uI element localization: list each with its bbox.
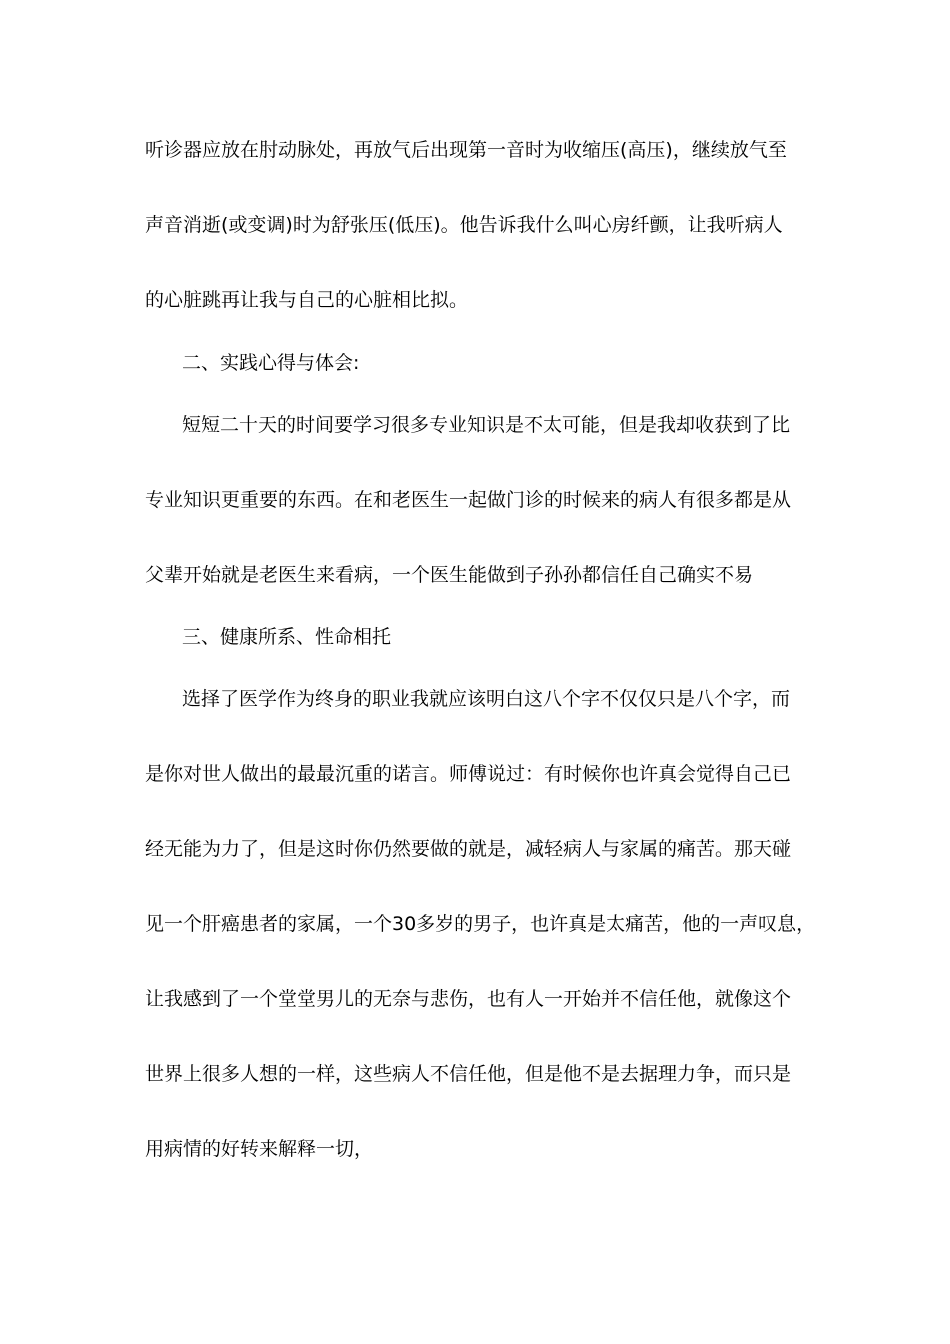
section-heading-practice: 二、实践心得与体会: bbox=[182, 352, 360, 374]
text-line-15: 用病情的好转来解释一切， bbox=[145, 1138, 374, 1160]
text-line-13: 让我感到了一个堂堂男儿的无奈与悲伤，也有人一开始并不信任他，就像这个 bbox=[145, 988, 792, 1010]
text-line-1: 听诊器应放在肘动脉处，再放气后出现第一音时为收缩压(高压)，继续放气至 bbox=[145, 139, 787, 161]
section-heading-health: 三、健康所系、性命相托 bbox=[182, 626, 392, 648]
text-line-2: 声音消逝(或变调)时为舒张压(低压)。他告诉我什么叫心房纤颤，让我听病人 bbox=[145, 214, 783, 236]
text-line-5: 短短二十天的时间要学习很多专业知识是不太可能，但是我却收获到了比 bbox=[182, 414, 791, 436]
text-line-10: 是你对世人做出的最最沉重的诺言。师傅说过：有时候你也许真会觉得自己已 bbox=[145, 763, 792, 785]
text-line-3: 的心脏跳再让我与自己的心脏相比拟。 bbox=[145, 289, 469, 311]
text-line-6: 专业知识更重要的东西。在和老医生一起做门诊的时候来的病人有很多都是从 bbox=[145, 489, 792, 511]
text-line-14: 世界上很多人想的一样，这些病人不信任他，但是他不是去据理力争，而只是 bbox=[145, 1063, 792, 1085]
text-line-9: 选择了医学作为终身的职业我就应该明白这八个字不仅仅只是八个字，而 bbox=[182, 688, 791, 710]
text-line-7: 父辈开始就是老医生来看病，一个医生能做到子孙孙都信任自己确实不易 bbox=[145, 564, 754, 586]
text-line-11: 经无能为力了，但是这时你仍然要做的就是，减轻病人与家属的痛苦。那天碰 bbox=[145, 838, 792, 860]
text-line-12: 见一个肝癌患者的家属，一个30多岁的男子，也许真是太痛苦，他的一声叹息， bbox=[145, 913, 816, 935]
